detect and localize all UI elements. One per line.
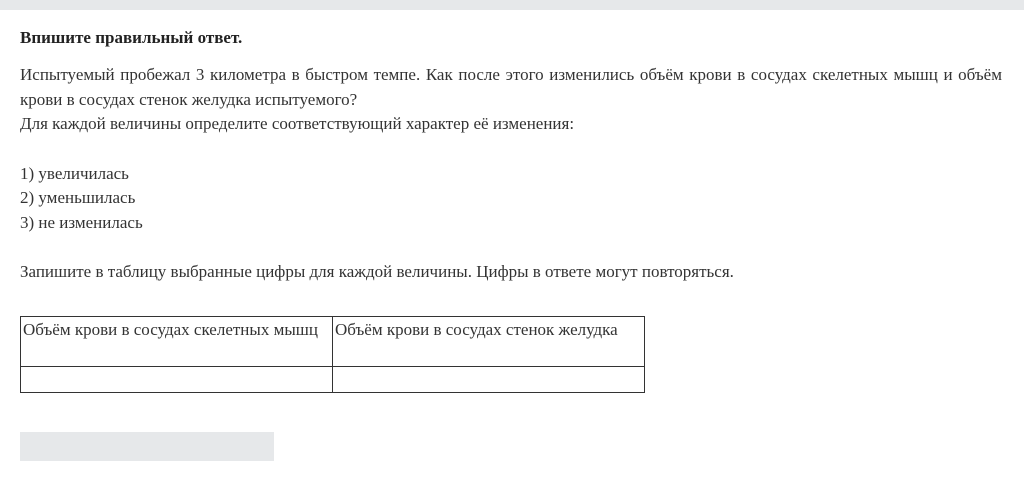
option-item: 2) уменьшилась — [20, 188, 136, 207]
answer-input-field[interactable] — [20, 432, 274, 461]
table-header-stomach-walls: Объём крови в сосудах стенок желудка — [333, 317, 645, 367]
option-item: 1) увеличилась — [20, 163, 129, 183]
table-header-skeletal-muscles: Объём крови в сосудах скелетных мышц — [21, 317, 333, 367]
options-list — [20, 162, 1002, 236]
question-text — [20, 63, 1002, 137]
option-item: 3) не изменилась — [20, 212, 143, 232]
task-instruction: Впишите правильный ответ. — [20, 28, 243, 47]
task-content — [20, 28, 1002, 285]
answer-cell-skeletal-muscles[interactable] — [21, 367, 333, 393]
top-bar — [0, 0, 1024, 10]
answer-table — [20, 316, 645, 393]
answer-note: Запишите в таблицу выбранные цифры для каждой величины. Цифры в ответе могут повторяться. — [20, 262, 734, 281]
table-header-row — [21, 317, 645, 367]
table-answer-row — [21, 367, 645, 393]
answer-cell-stomach-walls[interactable] — [333, 367, 645, 393]
question-line-2: Для каждой величины определите соответствующий характер её изменения: — [20, 114, 575, 133]
question-line-1: Испытуемый пробежал 3 километра в быстром темпе. Как после этого изменились объём крови в сосудах скелетных мышц и объём крови в сосудах стенок желудка испытуемого? — [20, 65, 1002, 109]
